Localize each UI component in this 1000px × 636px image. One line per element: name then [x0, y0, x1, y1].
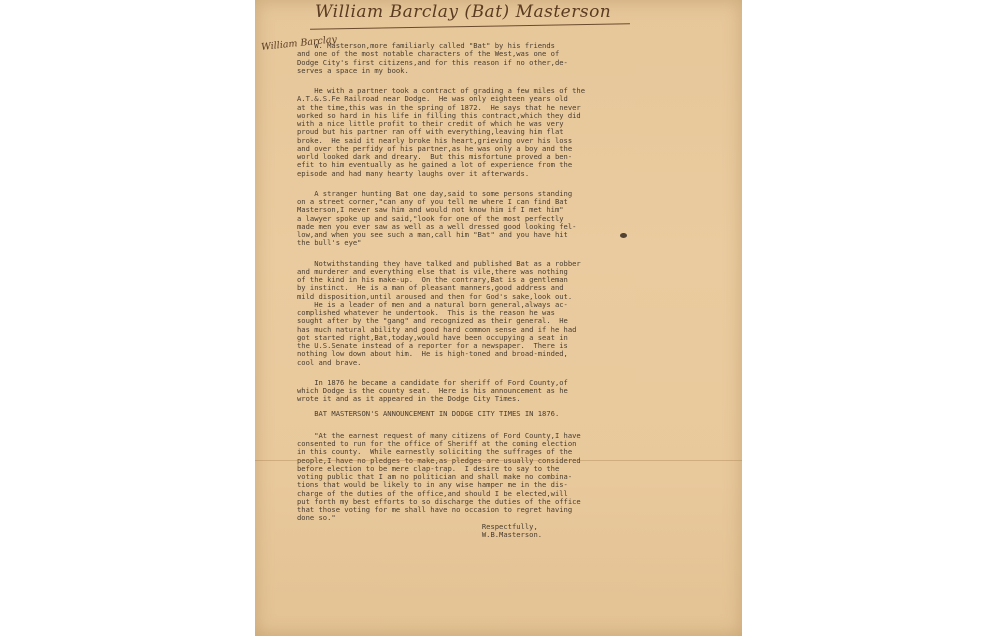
text-line: world looked dark and dreary. But this misfortune proved a ben- [297, 152, 573, 161]
paragraph [297, 87, 715, 178]
text-line: and over the perfidy of his partner,as he was only a boy and the [297, 143, 573, 153]
text-line: before election to be mere clap-trap. I desire to say to the [297, 463, 560, 473]
paragraph-gap [297, 248, 715, 260]
text-line: W. Masterson,more familiarly called "Bat" by his friends [297, 41, 555, 50]
text-line: consented to run for the office of Sheriff at the coming election [297, 439, 577, 448]
text-line: nothing low down about him. He is high-toned and broad-minded, [297, 349, 568, 359]
text-line: broke. He said it nearly broke his heart,grieving over his loss [297, 135, 573, 145]
text-line: put forth my best efforts to so discharge the duties of the office [297, 496, 581, 506]
text-line: complished whatever he undertook. This is the reason he was [297, 308, 555, 317]
text-line: tions that would be likely to in any wise hamper me in the dis- [297, 480, 568, 490]
paragraph-gap [297, 418, 715, 432]
paragraph-gap [297, 178, 715, 190]
title-underline [310, 23, 630, 30]
text-line: which Dodge is the county seat. Here is his announcement as he [297, 386, 568, 395]
text-line: cool and brave. [297, 357, 362, 367]
text-line: A.T.&.S.Fe Railroad near Dodge. He was only eighteen years old [297, 94, 568, 104]
text-line: In 1876 he became a candidate for sheriff of Ford County,of [297, 377, 568, 387]
text-line: efit to him eventually as he gained a lot of experience from the [297, 160, 573, 170]
text-line: done so." [297, 513, 336, 523]
typewritten-page [255, 0, 742, 636]
text-line: voting public that I am no politician and shall make no combina- [297, 472, 573, 481]
text-line: episode and had many hearty laughs over it afterwards. [297, 168, 530, 178]
text-line: by instinct. He is a man of pleasant manners,good address and [297, 283, 564, 293]
text-line: wrote it and as it appeared in the Dodge City Times. [297, 394, 521, 404]
text-line: mild disposition,until aroused and then for God's sake,look out. [297, 291, 573, 301]
paragraph [297, 432, 715, 539]
paragraph-gap [297, 367, 715, 379]
paragraph [297, 190, 715, 248]
document-body [297, 42, 715, 539]
text-line: He is a leader of men and a natural born general,always ac- [297, 299, 568, 309]
paragraph [297, 379, 715, 404]
text-line: people,I have no pledges to make,as pledges are usually considered [297, 455, 581, 465]
text-line: worked so hard in his life in filling this contract,which they did [297, 110, 581, 120]
handwritten-title: William Barclay (Bat) Masterson [315, 2, 612, 22]
text-line: and one of the most notable characters of the West,was one of [297, 49, 560, 59]
text-line: the bull's eye" [297, 238, 362, 248]
text-line: in this county. While earnestly soliciting the suffrages of the [297, 447, 573, 457]
text-line: with a nice little profit to their credit of which he was very [297, 119, 564, 128]
text-line: Dodge City's first citizens,and for this reason if no other,de- [297, 57, 568, 67]
text-line: made men you ever saw as well as a well dressed good looking fel- [297, 221, 577, 231]
text-line: He with a partner took a contract of grading a few miles of the [297, 86, 586, 95]
text-line: BAT MASTERSON'S ANNOUNCEMENT IN DODGE CITY TIMES IN 1876. [297, 408, 560, 418]
text-line: W.B.Masterson. [297, 529, 543, 539]
text-line: sought after by the "gang" and recognized as their general. He [297, 316, 568, 326]
text-line: Respectfully, [297, 521, 538, 531]
text-line: has much natural ability and good hard common sense and if he had [297, 324, 577, 334]
text-line: and murderer and everything else that is vile,there was nothing [297, 266, 568, 276]
text-line: the U.S.Senate instead of a reporter for a newspaper. There is [297, 341, 568, 350]
text-line: of the kind in his make-up. On the contrary,Bat is a gentleman [297, 275, 568, 284]
text-line: that those voting for me shall have no occasion to regret having [297, 505, 573, 514]
text-line: proud but his partner ran off with everything,leaving him flat [297, 127, 564, 137]
text-line: a lawyer spoke up and said,"look for one of the most perfectly [297, 213, 564, 223]
paragraph [297, 42, 715, 75]
text-line: Masterson,I never saw him and would not know him if I met him" [297, 205, 564, 215]
text-line: serves a space in my book. [297, 65, 409, 75]
margin-note: William Barclay [260, 34, 338, 53]
text-line: low,and when you see such a man,call him "Bat" and you have hit [297, 230, 568, 239]
paragraph [297, 410, 715, 418]
text-line: on a street corner,"can any of you tell me where I can find Bat [297, 197, 568, 206]
text-line: "At the earnest request of many citizens of Ford County,I have [297, 430, 581, 440]
text-line: A stranger hunting Bat one day,said to some persons standing [297, 188, 573, 198]
text-line: at the time,this was in the spring of 1872. He says that he never [297, 102, 581, 112]
text-line: Notwithstanding they have talked and published Bat as a robber [297, 258, 581, 268]
paragraph [297, 260, 715, 367]
text-line: charge of the duties of the office,and should I be elected,will [297, 488, 568, 498]
text-line: got started right,Bat,today,would have been occupying a seat in [297, 332, 568, 342]
